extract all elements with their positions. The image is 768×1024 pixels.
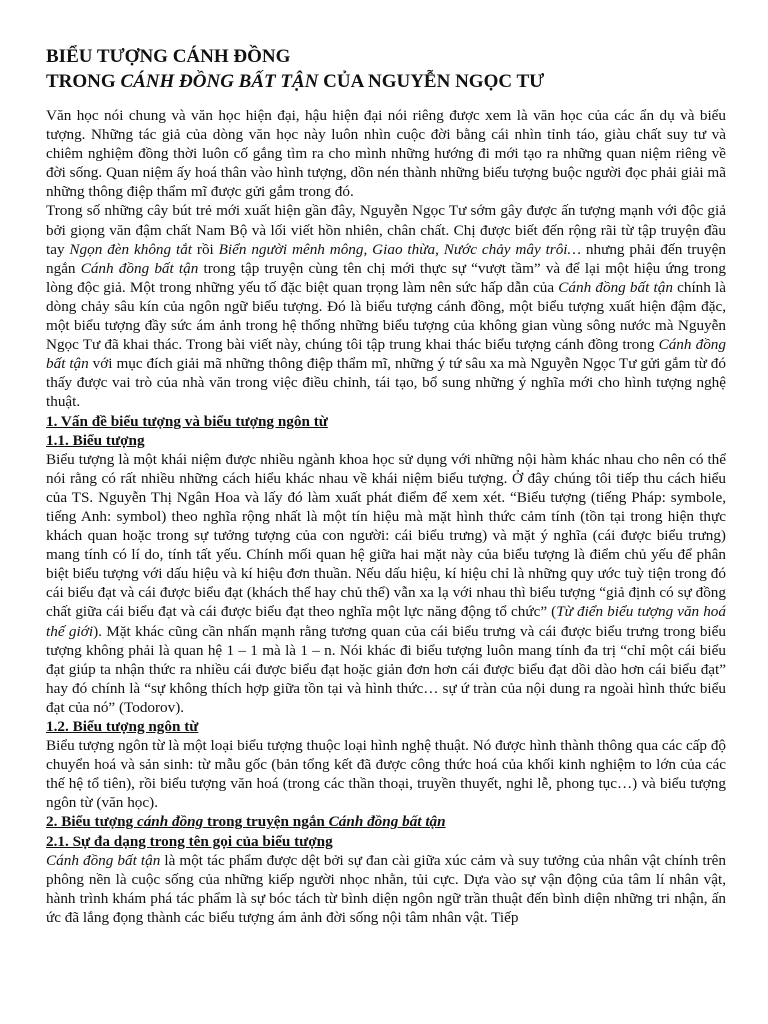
text-run: rồi bbox=[192, 240, 219, 258]
text-run: Trong số những cây bút trẻ mới xuất hiện gần đây, Nguyễn Ngọc Tư sớm gây được ấn tượng mạnh với độc giả bởi giọng văn đậm chất Nam Bộ và lối viết hồn nhiên, chân chất. Chị được biết đến rộng rãi từ tập truyện đầu tay bbox=[46, 202, 726, 258]
italic-term: cánh đồng bbox=[136, 813, 204, 831]
section-2-1-heading: 2.1. Sự đa dạng trong tên gọi của biểu tượng bbox=[46, 832, 333, 850]
text-run: Biểu tượng là một khái niệm được nhiều ngành khoa học sử dụng với những nội hàm khác nhau cho nên có thể nói rằng có rất nhiều những cách hiểu khác nhau về khái niệm biểu tượng. Ở đây chúng tôi tiếp thu cách hiểu của TS. Nguyễn Thị Ngân Hoa và lấy đó làm xuất phát điểm để xem xét. “Biểu tượng (tiếng Pháp: symbole, tiếng Anh: symbol) theo nghĩa rộng nhất là một tín hiệu mà mặt hình thức cảm tính (tồn tại trong hiện thực khách quan hoặc trong sự tưởng tượng của con người: cái biểu trưng) và mặt ý nghĩa (cái được biểu trưng) mang tính có lí do, tính tất yếu. Chính mối quan hệ giữa hai mặt này của biểu tượng là điểm chủ yếu để phân biệt biểu tượng với dấu hiệu và kí hiệu đơn thuần. Nếu dấu hiệu, kí hiệu chỉ là những quy ước tuỳ tiện trong đó cái biểu đạt và cái được biểu đạt (khách thể hay chủ thể) vẫn xa lạ với nhau thì biểu tượng “giả định có sự đồng chất giữa cái biểu đạt và cái được biểu đạt theo nghĩa một lực năng động tổ chức” ( bbox=[46, 450, 726, 621]
section-2-heading bbox=[46, 812, 726, 831]
document-title bbox=[46, 44, 726, 94]
text-run: trong tập truyện cùng tên chị mới thực sự “vượt tầm” và để lại một hiệu ứng trong lòng độc giả. Một trong những yếu tố đặc biệt quan trọng làm nên sức hấp dẫn của bbox=[46, 259, 726, 296]
section-1-heading: 1. Vấn đề biểu tượng và biểu tượng ngôn từ bbox=[46, 412, 328, 430]
section-2-1-paragraph bbox=[46, 851, 726, 927]
text-run: chính là dòng chảy sâu kín của ngôn ngữ biểu tượng. Đó là biểu tượng cánh đồng, một biểu tượng xuất hiện đậm đặc, một biểu tượng đầy sức ám ảnh trong hệ thống những biểu tượng của không gian vùng sông nước mà Nguyễn Ngọc Tư đã khai thác. Trong bài viết này, chúng tôi tập trung khai thác biểu tượng cánh đồng trong bbox=[46, 278, 727, 354]
intro-paragraph-1: Văn học nói chung và văn học hiện đại, hậu hiện đại nói riêng được xem là văn học của các ẩn dụ và biểu tượng. Những tác giả của dòng văn học này luôn nhìn cuộc đời bằng cái nhìn tỉnh táo, giàu chất suy tư và chiêm nghiệm đồng thời luôn cố gắng tìm ra cho mình những hướng đi mới tạo ra những quan niệm riêng về đời sống. Quan niệm ấy hoá thân vào hình tượng, dồn nén thành những biểu tượng buộc người đọc phải giải mã những thông điệp thẩm mĩ được gửi gắm trong đó. bbox=[46, 107, 726, 201]
section-1-1-paragraph bbox=[46, 450, 726, 717]
italic-title: Cánh đồng bất tận bbox=[328, 813, 446, 831]
title-line-2-suffix: CỦA NGUYỄN NGỌC TƯ bbox=[318, 71, 545, 92]
italic-title: Cánh đồng bất tận bbox=[80, 259, 199, 277]
text-run: nhưng phải đến truyện ngắn bbox=[46, 240, 726, 277]
section-1-2-paragraph: Biểu tượng ngôn từ là một loại biểu tượng thuộc loại hình nghệ thuật. Nó được hình thành thông qua các cấp độ chuyển hoá và sản sinh: từ mẫu gốc (bản tổng kết đã được công thức hoá của khối kinh nghiệm to lớn của các thế hệ tổ tiên), rồi biểu tượng văn hoá (trong các thần thoại, truyền thuyết, nghi lễ, phong tục…) và biểu tượng ngôn từ (văn học). bbox=[46, 737, 727, 812]
italic-title: Ngọn đèn không tắt bbox=[69, 240, 193, 258]
section-1-1-heading: 1.1. Biểu tượng bbox=[46, 431, 145, 449]
title-line-2 bbox=[46, 69, 726, 94]
italic-title: Biển người mênh mông, Giao thừa, Nước chảy mây trôi… bbox=[218, 240, 582, 258]
intro-paragraph-2 bbox=[46, 201, 726, 411]
italic-title: Cánh đồng bất tận bbox=[558, 278, 673, 296]
text-run: là một tác phẩm được dệt bởi sự đan cài giữa xúc cảm và suy tưởng của nhân vật chính trên phông nền là cuộc sống của những kiếp người nhọc nhằn, tủi cực. Dựa vào sự vận động của tâm lí nhân vật, hành trình khám phá tác phẩm là sự bóc tách từ bình diện ngôn ngữ trần thuật đến bình diện những tri nhận, ấn ức đã lắng đọng thành các biểu tượng ám ảnh đời sống nội tâm nhân vật. Tiếp bbox=[46, 851, 726, 926]
document-page bbox=[46, 44, 726, 927]
title-line-1: BIỂU TƯỢNG CÁNH ĐỒNG bbox=[46, 46, 291, 67]
text-run: với mục đích giải mã những thông điệp thẩm mĩ, những ý tứ sâu xa mà Nguyễn Ngọc Tư gửi gắm từ đó thấy được vai trò của nhà văn trong việc điều chỉnh, tái tạo, bổ sung những ý nghĩa mới cho hình tượng nghệ thuật. bbox=[46, 355, 726, 411]
document-body bbox=[46, 106, 726, 927]
text-run: ). Mặt khác cũng cần nhấn mạnh rằng tương quan của cái biểu trưng và cái được biểu trưng trong biểu tượng không phải là quan hệ 1 – 1 mà là 1 – n. Nói khác đi biểu tượng luôn mang tính đa trị “chỉ một cái biểu đạt giúp ta nhận thức ra nhiều cái được biểu đạt hoặc giản đơn hơn cái được biểu đạt dồi dào hơn cái biểu đạt” hay đó chính là “sự không thích hợp giữa tồn tại và hình thức… sự ứ tràn của nội dung ra ngoài hình thức biểu đạt của nó” (Todorov). bbox=[46, 622, 726, 716]
text-run: 2. Biểu tượng bbox=[46, 813, 137, 831]
italic-title: Cánh đồng bất tận bbox=[46, 336, 726, 373]
italic-title: Cánh đồng bất tận bbox=[46, 851, 161, 869]
italic-title: Từ điển biểu tượng văn hoá thế giới bbox=[46, 603, 726, 640]
text-run: trong truyện ngắn bbox=[203, 813, 329, 831]
title-line-2-work: CÁNH ĐỒNG BẤT TẬN bbox=[120, 71, 319, 92]
title-line-2-prefix: TRONG bbox=[46, 71, 121, 92]
section-1-2-heading: 1.2. Biểu tượng ngôn từ bbox=[46, 718, 199, 735]
